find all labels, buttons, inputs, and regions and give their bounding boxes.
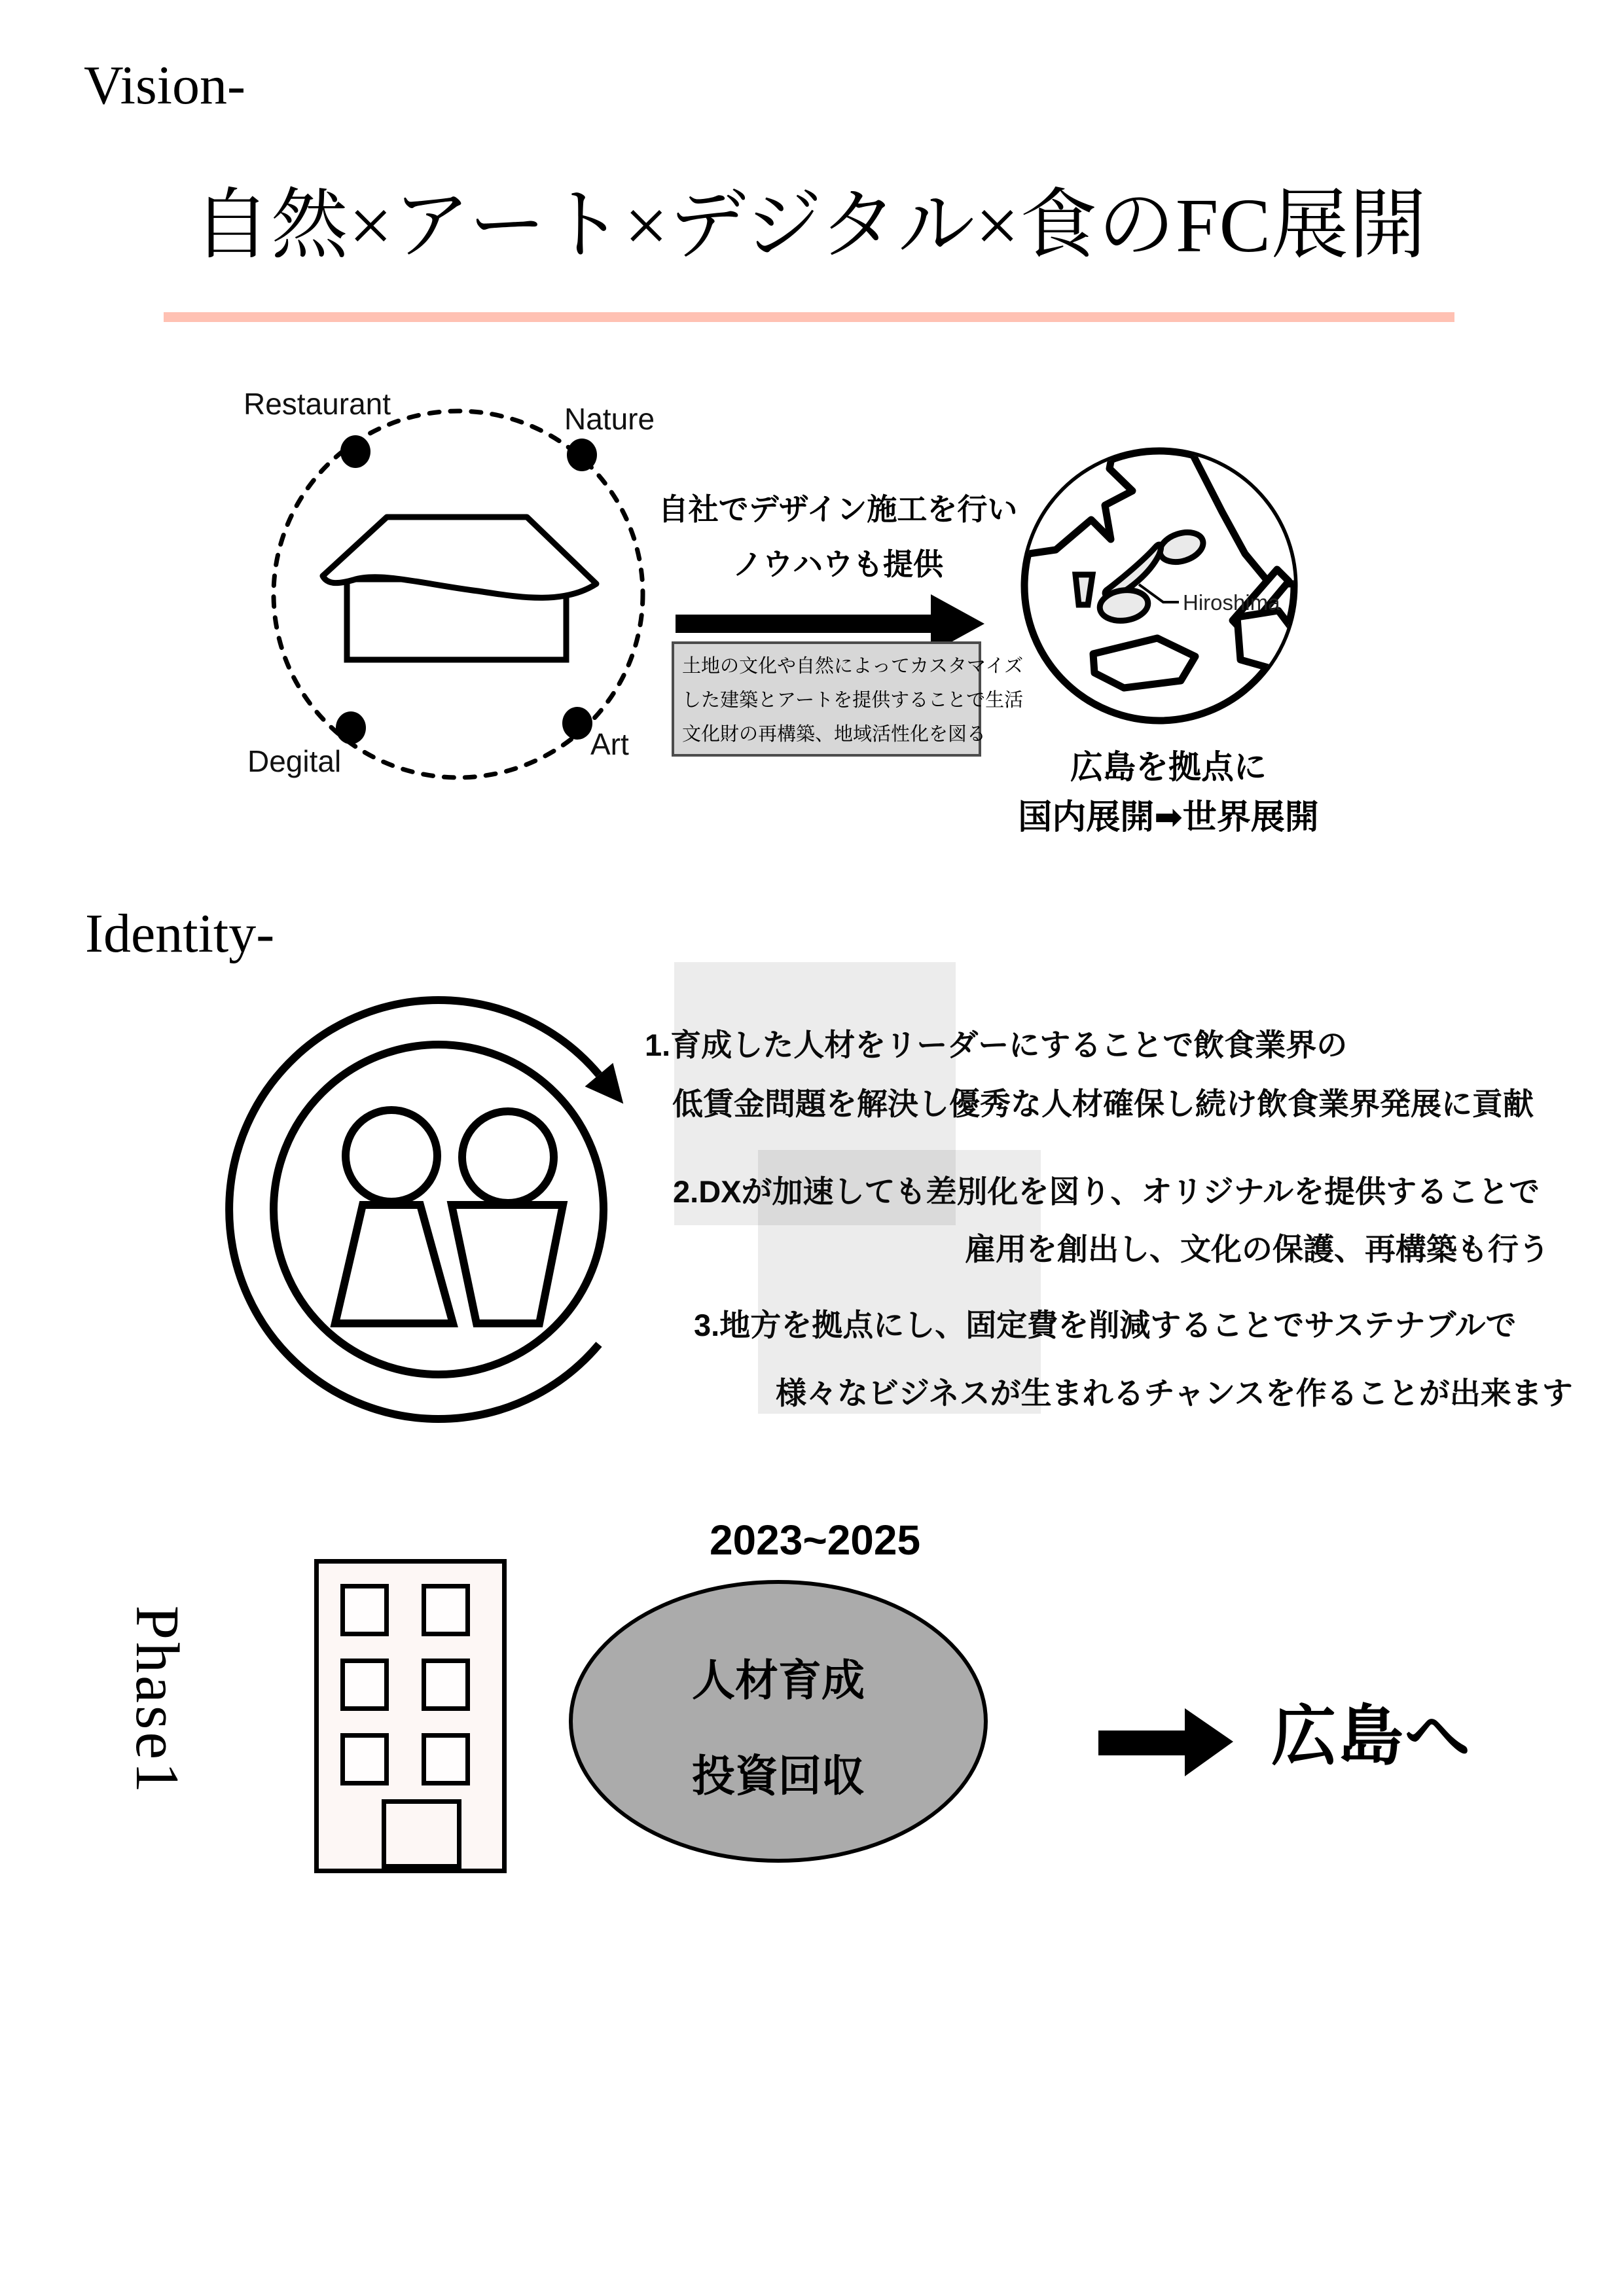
globe-icon [1018,444,1319,745]
dot-art [562,707,592,740]
people-cycle-icon [223,974,681,1432]
note-line1: 土地の文化や自然によってカスタマイズ [682,656,1024,677]
dot-degital [336,711,366,744]
phase-arrow-icon [1094,1700,1235,1782]
ring-label-degital: Degital [247,744,342,778]
ring-label-nature: Nature [564,402,655,436]
building-window [340,1584,389,1636]
phase1-ellipse-line1: 人材育成 [692,1656,865,1704]
house-icon [323,517,596,660]
base-text-line1: 広島を拠点に [1070,749,1267,785]
building-window [422,1659,470,1711]
building-door [382,1799,461,1869]
ring-label-art: Art [590,727,629,761]
dot-nature [567,439,597,471]
building-window [422,1584,470,1636]
building-window [340,1659,389,1711]
identity-item1-line1: 1.育成した人材をリーダーにすることで飲食業界の [645,1028,1348,1062]
ring-label-restaurant: Restaurant [244,387,391,421]
building-window [422,1733,470,1785]
people-pair [335,1110,563,1323]
identity-item3-line2: 様々なビジネスが生まれるチャンスを作ることが出来ます [776,1376,1573,1410]
dot-restaurant [340,435,370,468]
vision-section-label: Vision- [84,55,245,116]
phase1-ellipse [569,1580,988,1863]
page-title: 自然×アート×デジタル×食のFC展開 [192,183,1428,268]
note-box [672,641,1024,757]
building-icon [314,1559,507,1873]
identity-section-label: Identity- [85,903,275,964]
phase1-period: 2023~2025 [709,1516,921,1564]
process-text-line2: ノウハウも提供 [732,547,943,581]
identity-item3-line1: 3.地方を拠点にし、固定費を削減することでサステナブルで [694,1308,1517,1342]
phase1-section-label: Phase1 [123,1605,191,1796]
hiroshima-label: Hiroshima [1183,590,1280,615]
identity-item2-line2: 雇用を創出し、文化の保護、再構築も行う [965,1232,1549,1266]
identity-item1-line2: 低賃金問題を解決し優秀な人材確保し続け飲食業界発展に貢献 [672,1086,1534,1121]
process-text-line1: 自社でデザイン施工を行い [658,492,1018,526]
title-underline [164,312,1454,322]
base-text-line2: 国内展開➡世界展開 [1018,798,1319,836]
building-window [340,1733,389,1785]
phase1-destination: 広島へ [1271,1700,1471,1773]
identity-item2-line1: 2.DXが加速しても差別化を図り、オリジナルを提供することで [673,1174,1540,1209]
note-line3: 文化財の再構築、地域活性化を図る [682,724,986,745]
phase1-ellipse-line2: 投資回収 [692,1751,865,1800]
note-line2: した建築とアートを提供することで生活 [682,690,1024,711]
